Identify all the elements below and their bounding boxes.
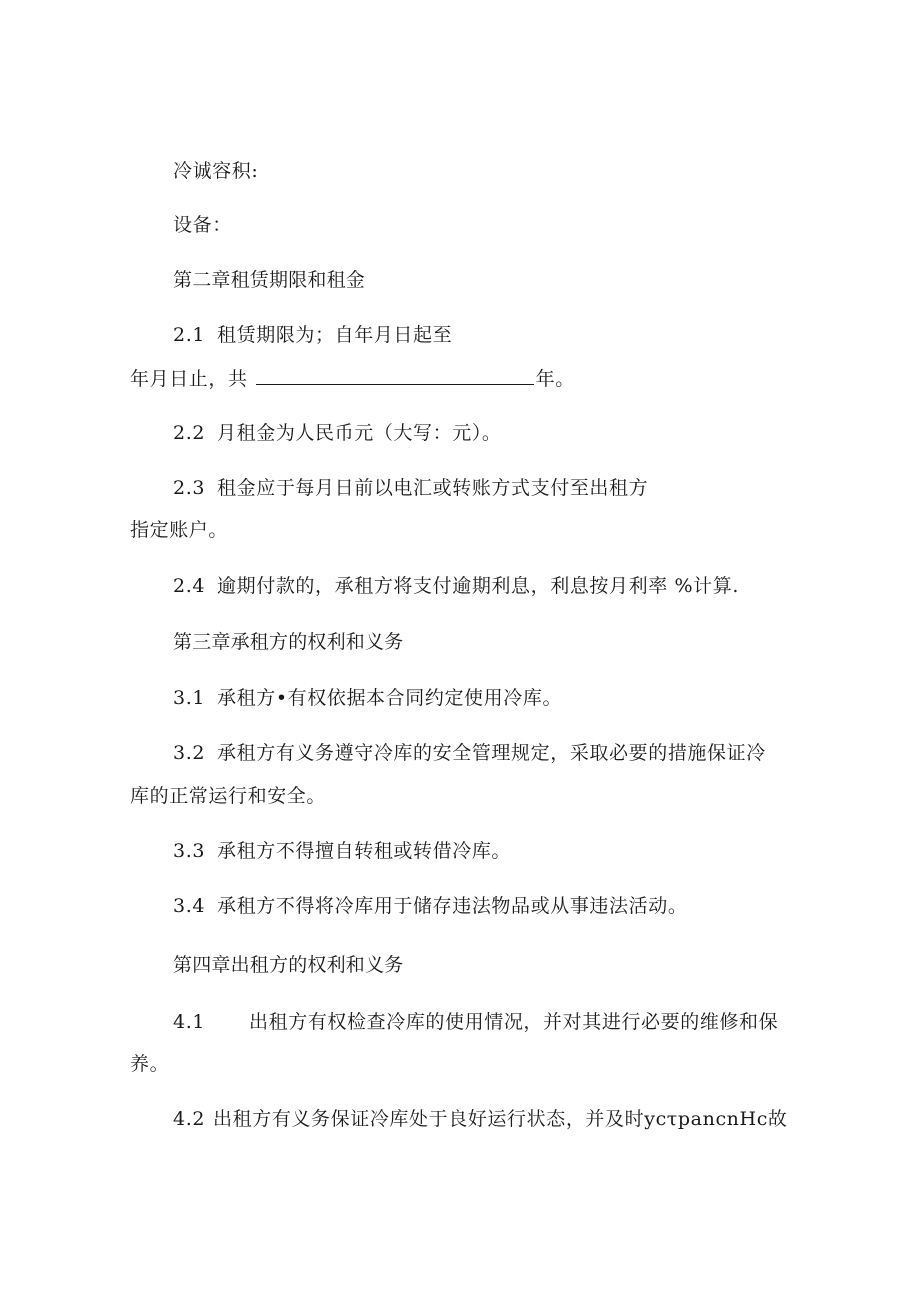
chapter-3-heading: 第三章承租方的权利和义务 bbox=[173, 631, 404, 653]
clause-text: 承租方有义务遵守冷库的安全管理规定，采取必要的措施保证冷 bbox=[217, 742, 766, 764]
clause-text: 租金应于每月日前以电汇或转账方式支付至出租方 bbox=[217, 477, 649, 499]
clause-2-1-continuation bbox=[130, 366, 575, 391]
clause-text: 承租方不得将冷库用于储存违法物品或从事违法活动。 bbox=[217, 895, 688, 917]
clause-text: 租赁期限为；自年月日起至 bbox=[217, 324, 453, 346]
clause-number: 2.1 bbox=[173, 324, 206, 346]
clause-number: 3.1 bbox=[173, 687, 206, 709]
clause-text: 逾期付款的，承租方将支付逾期利息，利息按月利率 %计算. bbox=[217, 575, 739, 597]
clause-text: 承租方•有权依据本合同约定使用冷库。 bbox=[217, 687, 563, 709]
clause-2-4 bbox=[173, 574, 739, 598]
equipment-field-label: 设备： bbox=[173, 214, 232, 236]
fill-in-blank bbox=[256, 366, 534, 385]
clause-text: 承租方不得擅自转租或转借冷库。 bbox=[217, 840, 512, 862]
clause-number: 3.3 bbox=[173, 840, 206, 862]
clause-2-3 bbox=[173, 476, 648, 500]
clause-4-1 bbox=[173, 1010, 778, 1034]
clause-text: 月租金为人民币元（大写：元）。 bbox=[217, 422, 502, 444]
clause-number: 2.4 bbox=[173, 575, 206, 597]
clause-3-1 bbox=[173, 686, 562, 710]
clause-4-1-continuation: 养。 bbox=[130, 1053, 170, 1075]
chapter-2-heading: 第二章租赁期限和租金 bbox=[173, 269, 366, 291]
clause-number: 3.4 bbox=[173, 895, 206, 917]
chapter-4-heading: 第四章出租方的权利和义务 bbox=[173, 954, 404, 976]
clause-text-b: 年。 bbox=[535, 368, 575, 390]
clause-number: 4.2 bbox=[173, 1108, 206, 1130]
clause-4-2 bbox=[173, 1107, 788, 1131]
clause-number: 2.2 bbox=[173, 422, 206, 444]
clause-number: 3.2 bbox=[173, 742, 206, 764]
clause-3-2 bbox=[173, 741, 766, 765]
clause-2-2 bbox=[173, 421, 502, 445]
capacity-field-label: 冷诚容积: bbox=[173, 160, 259, 182]
clause-2-1 bbox=[173, 323, 452, 347]
clause-3-2-continuation: 库的正常运行和安全。 bbox=[130, 785, 327, 807]
clause-text: 出租方有权检查冷库的使用情况，并对其进行必要的维修和保 bbox=[249, 1011, 779, 1033]
clause-text: 出租方有义务保证冷库处于良好运行状态，并及时ycτpancnHc故 bbox=[213, 1108, 788, 1130]
clause-number: 2.3 bbox=[173, 477, 206, 499]
clause-text-a: 年月日止，共 bbox=[130, 368, 248, 390]
clause-3-3 bbox=[173, 839, 511, 863]
clause-2-3-continuation: 指定账户。 bbox=[130, 519, 229, 541]
clause-3-4 bbox=[173, 894, 687, 918]
clause-number: 4.1 bbox=[173, 1011, 206, 1033]
